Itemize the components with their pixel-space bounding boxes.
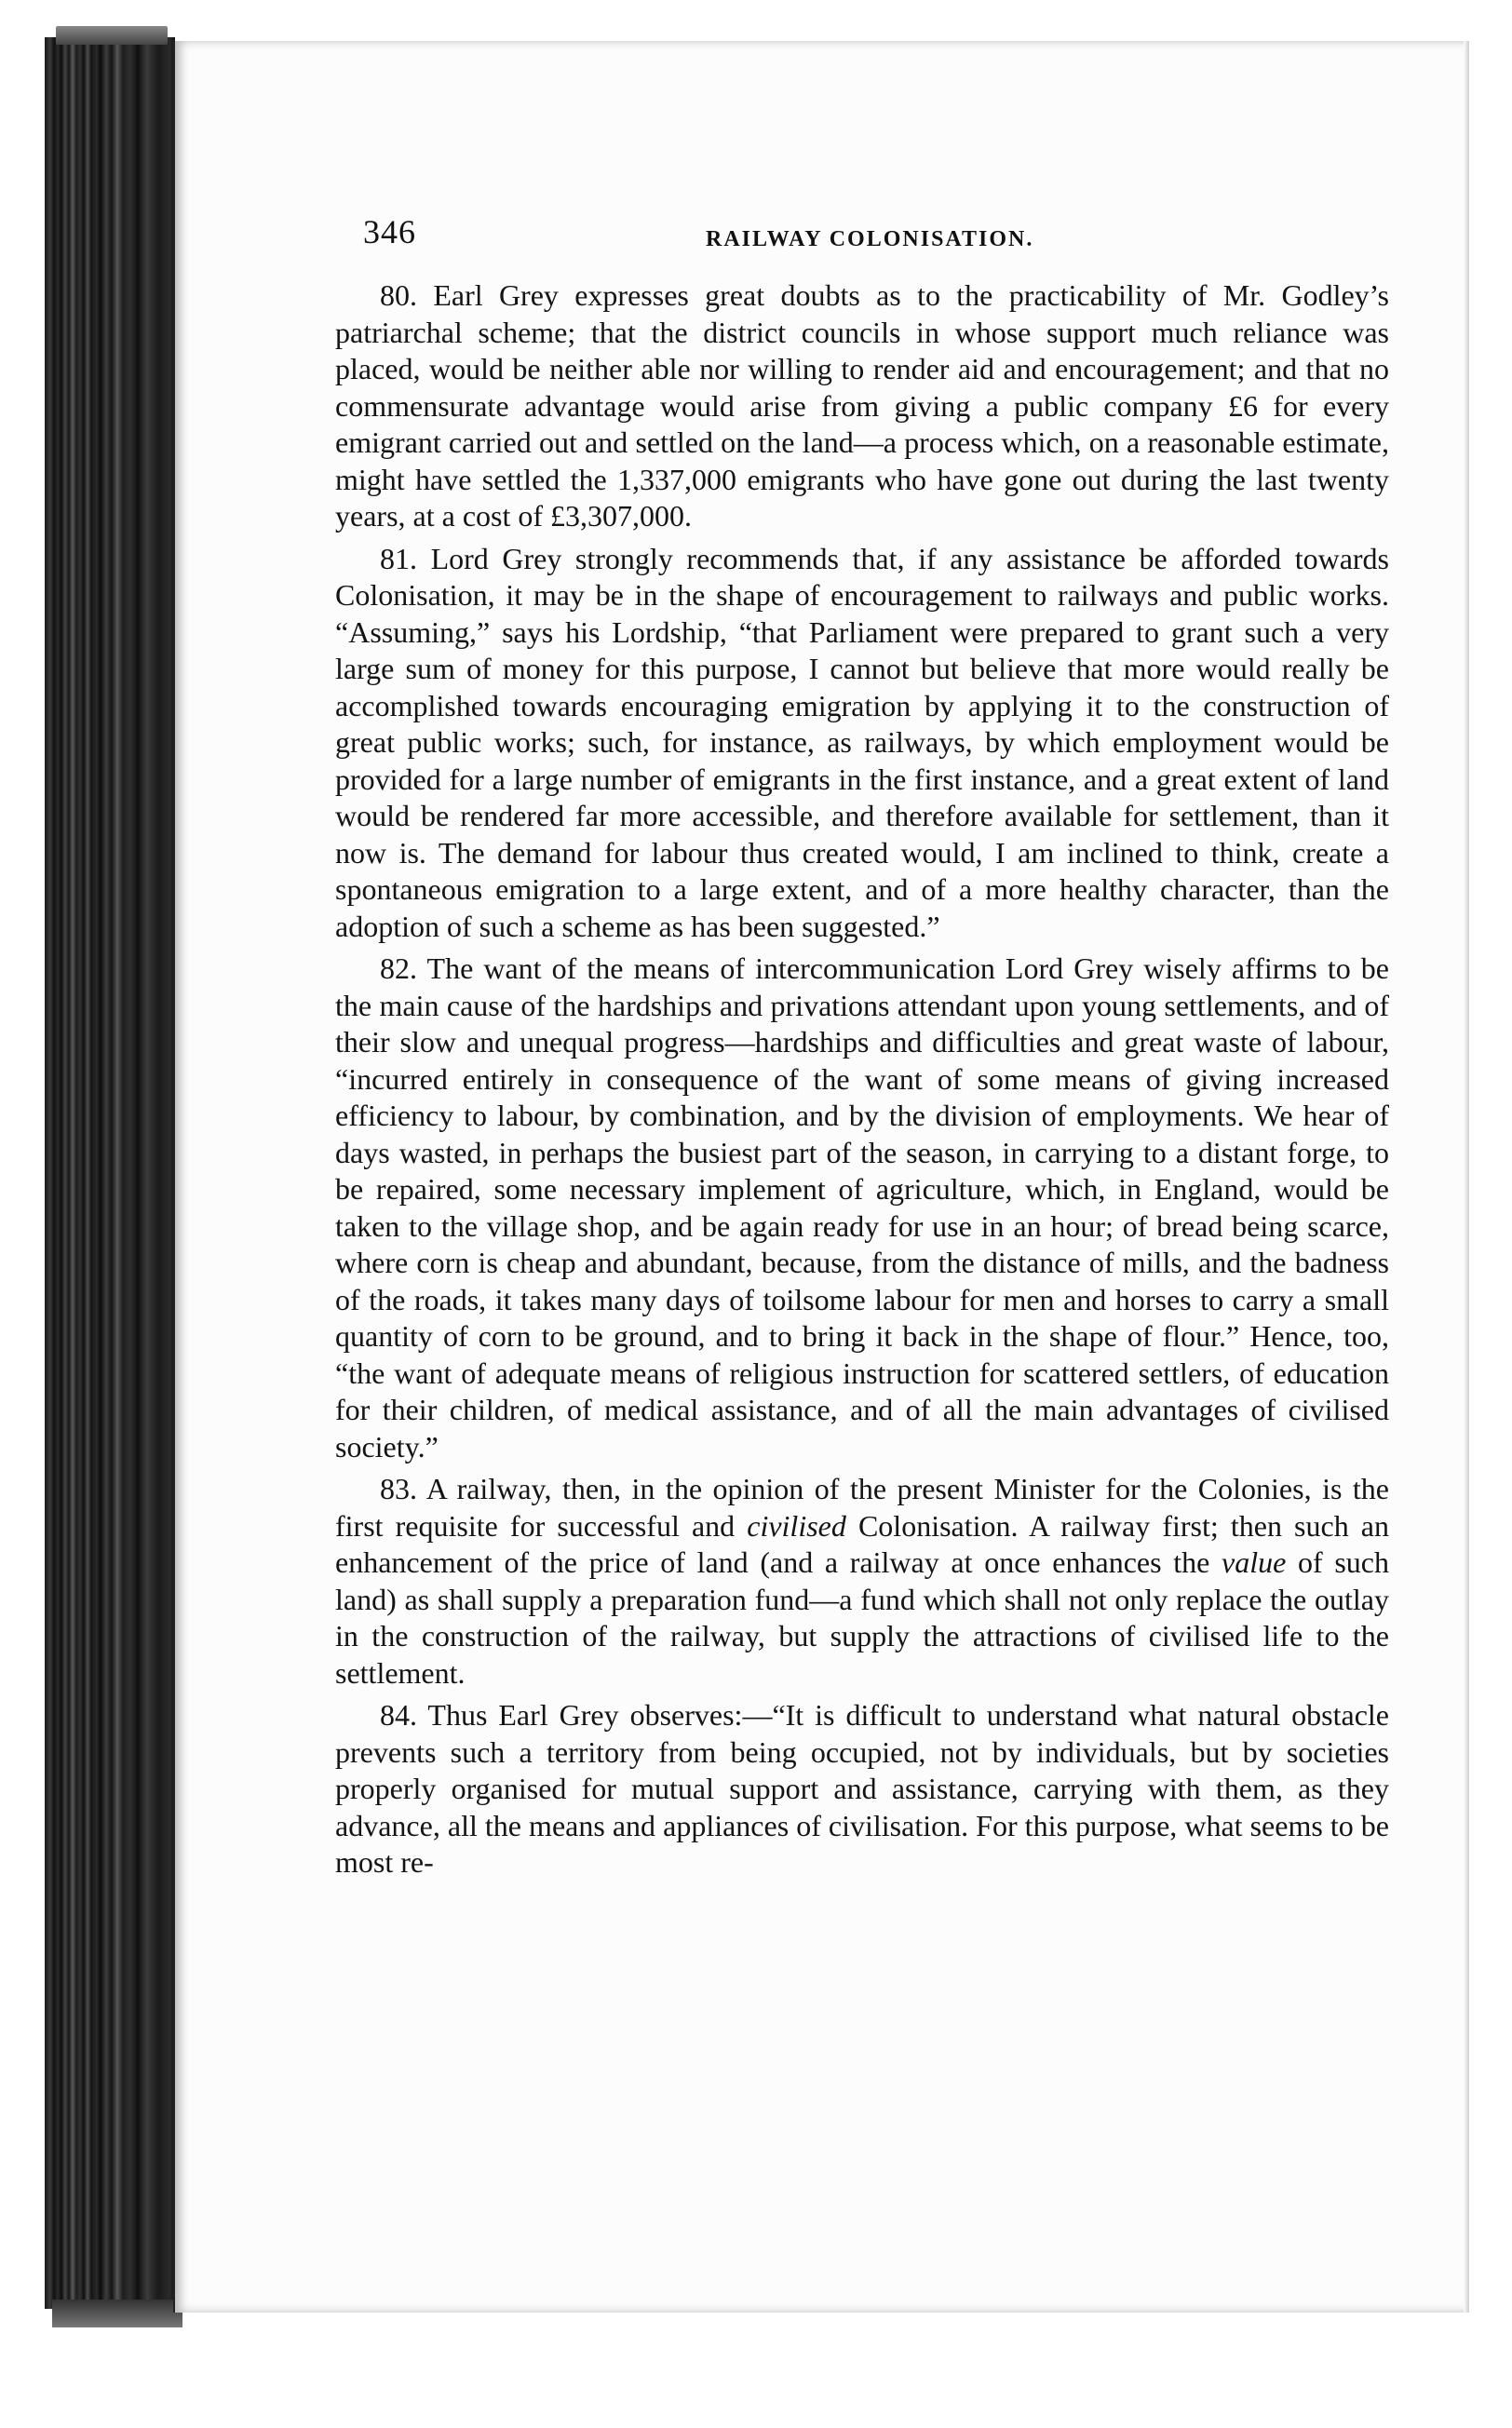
- page-right-edge: [1464, 41, 1469, 2313]
- paragraph-text: Thus Earl Grey observes:—“It is difficult to understand what natural obstacle prevents such a territory from being occupied, not by individuals, but by societies properly organised for mutual support and assistance, carrying with them, as they advance, all the means and appliances of civilisation. For this purpose, what seems to be most re-: [335, 1698, 1390, 1879]
- paragraph-text: Lord Grey strongly recommends that, if any assistance be afforded towards Colonisation, it may be in the shape of encouragement to railways and public works. “Assuming,” says his Lordship, “that Parliament were prepared to grant such a very large sum of money for this purpose, I cannot but believe that more would really be accomplished towards encouraging emigration by applying it to the construction of great public works; such, for instance, as railways, by which employment would be provided for a large number of emigrants in the first instance, and a great extent of land would be rendered far more accessible, and therefore available for settlement, than it now is. The demand for labour thus created would, I am inclined to think, create a spontaneous emigration to a large extent, and of a more healthy character, than the adoption of such a scheme as has been suggested.”: [335, 541, 1390, 943]
- paragraph-text: Earl Grey expresses great doubts as to the practicability of Mr. Godley’s patriarchal scheme; that the district councils in whose support much reliance was placed, would be neither able nor willing to render aid and encouragement; and that no commensurate advantage would arise from giving a public company £6 for every emigrant carried out and settled on the land—a process which, on a reasonable estimate, might have settled the 1,337,000 emigrants who have gone out during the last twenty years, at a cost of £3,307,000.: [335, 278, 1390, 533]
- paragraph-text-before: A railway, then, in the opinion of the present Minister for the Colonies, is the first requisite for successful and: [335, 1472, 1390, 1543]
- paragraph-81: [335, 541, 1389, 946]
- italic-value: value: [1222, 1545, 1287, 1579]
- running-head: RAILWAY COLONISATION.: [706, 227, 1034, 251]
- paragraph-number: 82.: [380, 951, 417, 985]
- paragraph-text-after: of such land) as shall supply a preparation fund—a fund which shall not only replace the outlay in the construction of the railway, but supply the attractions of civilised life to the settlement.: [335, 1545, 1390, 1690]
- body-text: [335, 277, 1389, 1887]
- page-header: [363, 207, 1397, 263]
- book-top-edge: [56, 26, 168, 45]
- book-bottom-edge: [52, 2300, 182, 2327]
- paragraph-number: 80.: [380, 278, 417, 312]
- paragraph-80: [335, 277, 1389, 535]
- paragraph-83: [335, 1471, 1389, 1692]
- paragraph-82: [335, 951, 1389, 1465]
- paragraph-84: [335, 1697, 1389, 1882]
- paragraph-text-middle: Colonisation. A railway first; then such an enhancement of the price of land (and a railway at once enhances the: [335, 1508, 1389, 1579]
- italic-civilised: civilised: [747, 1508, 846, 1543]
- page-number: 346: [363, 213, 416, 250]
- paragraph-number: 84.: [380, 1698, 417, 1732]
- paragraph-number: 83.: [380, 1472, 417, 1505]
- book-spine-edges: [45, 37, 175, 2309]
- paragraph-number: 81.: [380, 541, 417, 575]
- paragraph-text: The want of the means of intercommunication Lord Grey wisely affirms to be the main cause of the hardships and privations attendant upon young settlements, and of their slow and unequal progress—hardships and difficulties and great waste of labour, “incurred entirely in consequence of the want of some means of giving increased efficiency to labour, by combination, and by the division of employments. We hear of days wasted, in perhaps the busiest part of the season, in carrying to a distant forge, to be repaired, some necessary implement of agriculture, which, in England, would be taken to the village shop, and be again ready for use in an hour; of bread being scarce, where corn is cheap and abundant, because, from the distance of mills, and the badness of the roads, it takes many days of toilsome labour for men and horses to carry a small quantity of corn to be ground, and to bring it back in the shape of flour.” Hence, too, “the want of adequate means of religious instruction for scattered settlers, of education for their children, of medical assistance, and of all the main advantages of civilised society.”: [335, 951, 1390, 1464]
